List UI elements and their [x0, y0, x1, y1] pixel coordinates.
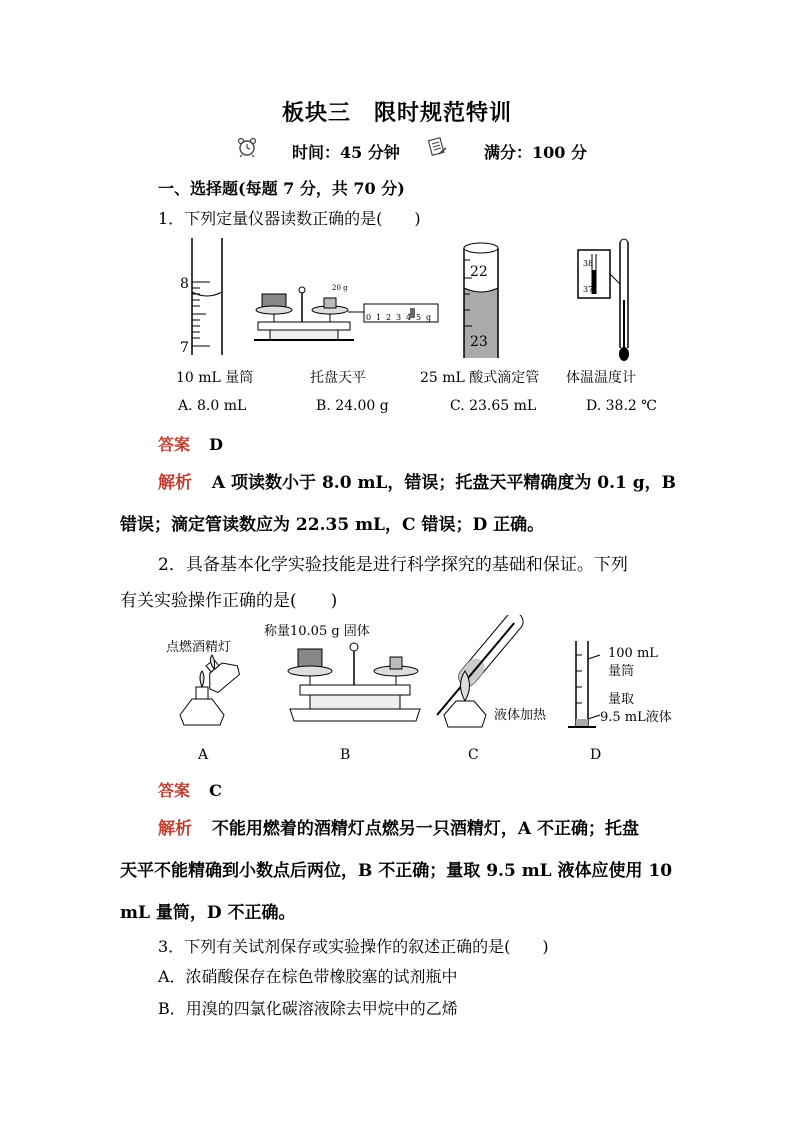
scale-num-3: 3: [396, 313, 402, 322]
option-d: D. 38.2 ℃: [586, 398, 657, 414]
fig-letter-a: A: [198, 747, 209, 763]
q3-stem: 3．下列有关试剂保存或实验操作的叙述正确的是( ): [158, 937, 549, 956]
cylinder-tick-top: 8: [180, 276, 189, 292]
caption-burette: 25 mL 酸式滴定管: [420, 370, 540, 386]
fig-letter-d: D: [590, 747, 602, 763]
caption-cylinder: 10 mL 量筒: [176, 370, 254, 386]
q3-option-b: B．用溴的四氯化碳溶液除去甲烷中的乙烯: [158, 999, 458, 1018]
fig-a-label: 点燃酒精灯: [166, 640, 232, 655]
option-a: A. 8.0 mL: [178, 398, 247, 414]
fig-d-label4: 9.5 mL液体: [600, 710, 672, 725]
page-title: 板块三 限时规范特训: [281, 100, 512, 126]
answer-label: 答案: [158, 435, 191, 454]
exam-paper-icon: [426, 136, 448, 158]
option-b: B. 24.00 g: [316, 398, 389, 414]
answer-value: D: [209, 435, 223, 454]
option-c: C. 23.65 mL: [450, 398, 537, 414]
caption-balance: 托盘天平: [310, 370, 366, 386]
thermometer-drawing: [578, 239, 629, 361]
q2-figure: [160, 615, 690, 765]
burette-tick-top: 22: [470, 264, 488, 280]
fig-d-label2: 量筒: [608, 664, 635, 679]
fig-d-label3: 量取: [608, 692, 635, 707]
scale-num-4: 4: [406, 313, 412, 322]
therm-tick-bottom: 37: [583, 285, 594, 294]
alcohol-lamps-drawing: [180, 650, 243, 725]
q1-stem: 1．下列定量仪器读数正确的是( ): [158, 209, 421, 228]
balance-b-drawing: [288, 643, 420, 721]
cylinder-tick-bottom: 7: [180, 340, 189, 356]
scale-num-1: 1: [376, 313, 382, 322]
q1-analysis-line2: 错误；滴定管读数应为 22.35 mL，C 错误；D 正确。: [120, 515, 545, 535]
q1-answer: [158, 432, 223, 455]
therm-tick-top: 38: [583, 259, 594, 268]
weight-label: 20 g: [332, 284, 348, 292]
analysis-label: 解析: [158, 473, 192, 493]
balance-drawing: [254, 287, 354, 340]
alarm-clock-icon: [236, 136, 258, 158]
q2-analysis-line3: mL 量筒，D 不正确。: [120, 903, 296, 923]
section-heading: 一、选择题(每题 7 分，共 70 分): [158, 179, 405, 198]
q2-analysis-line1: 解析 不能用燃着的酒精灯点燃另一只酒精灯，A 不正确；托盘: [158, 819, 640, 839]
q2-stem-line2: 有关实验操作正确的是( ): [120, 591, 338, 611]
scale-unit: g: [426, 313, 432, 322]
rider-scale-drawing: [348, 304, 438, 322]
q1-figure: [170, 230, 670, 420]
q2-analysis-line2: 天平不能精确到小数点后两位，B 不正确；量取 9.5 mL 液体应使用 10: [120, 861, 673, 881]
measuring-cylinder-d-drawing: [568, 641, 600, 727]
q1-analysis-line1: 解析 A 项读数小于 8.0 mL，错误；托盘天平精确度为 0.1 g，B: [158, 473, 677, 493]
fig-letter-b: B: [340, 747, 351, 763]
full-score: 满分：100 分: [484, 143, 587, 162]
q2-answer: [158, 778, 222, 801]
graduated-cylinder-drawing: [192, 238, 222, 355]
fig-d-label1: 100 mL: [608, 646, 658, 661]
fig-c-label: 液体加热: [494, 708, 547, 723]
fig-b-label: 称量10.05 g 固体: [264, 624, 370, 639]
scale-num-2: 2: [386, 313, 392, 322]
fig-letter-c: C: [468, 747, 479, 763]
q3-option-a: A．浓硝酸保存在棕色带橡胶塞的试剂瓶中: [158, 967, 458, 986]
exam-meta: [0, 140, 794, 164]
caption-thermometer: 体温温度计: [566, 370, 636, 386]
answer-label: 答案: [158, 781, 191, 800]
scale-num-0: 0: [366, 313, 372, 322]
scale-num-5: 5: [416, 313, 422, 322]
analysis-label: 解析: [158, 819, 192, 839]
q2-stem-line1: 2．具备基本化学实验技能是进行科学探究的基础和保证。下列: [158, 555, 628, 575]
answer-value: C: [209, 781, 222, 800]
burette-tick-bottom: 23: [470, 334, 488, 350]
time-limit: 时间：45 分钟: [292, 143, 400, 162]
